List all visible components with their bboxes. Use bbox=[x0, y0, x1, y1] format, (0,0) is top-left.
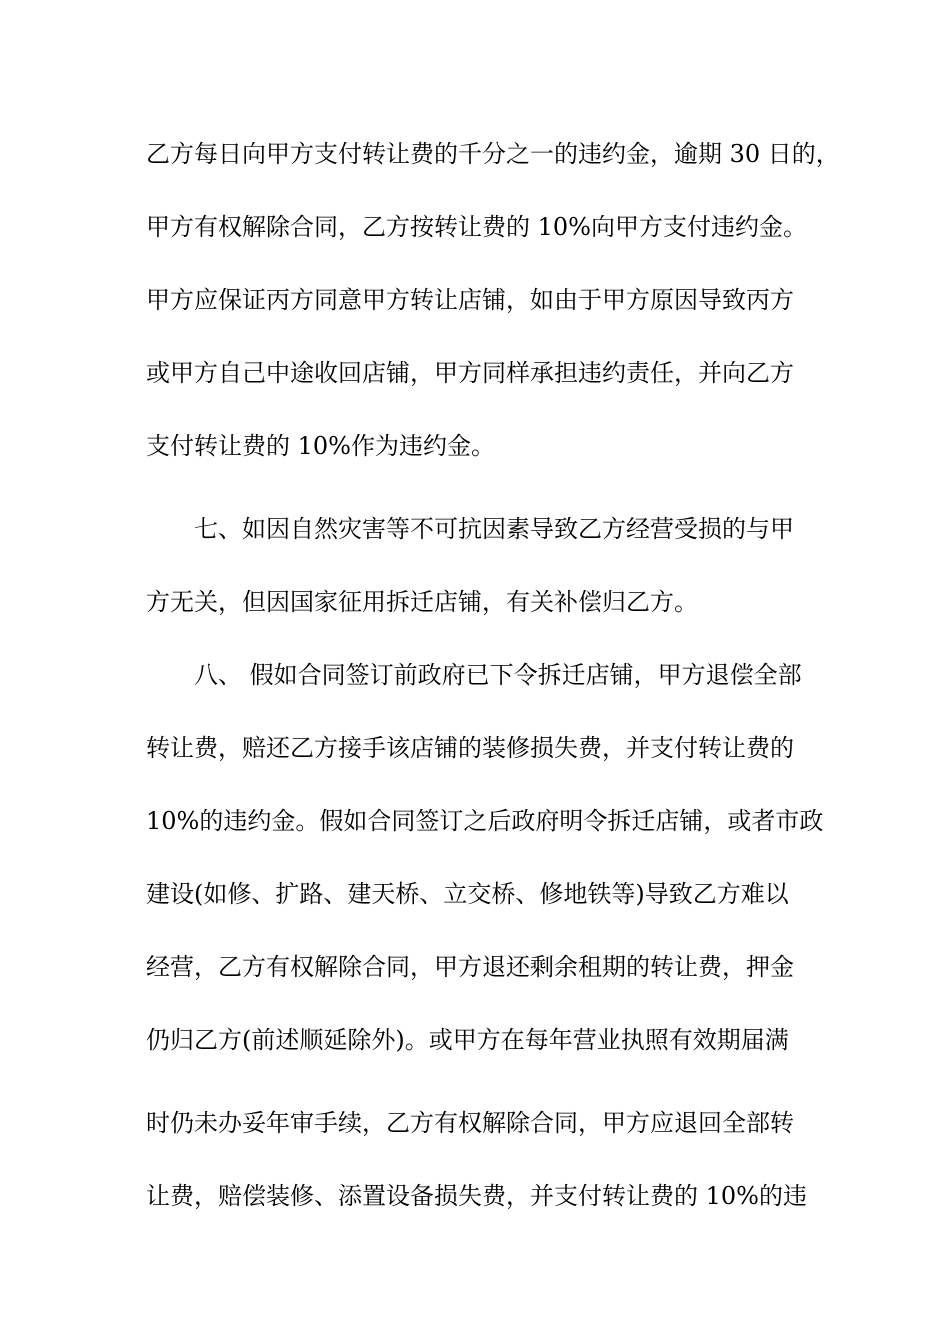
text-line: 甲方有权解除合同，乙方按转让费的 10%向甲方支付违约金。 bbox=[146, 213, 807, 241]
text-line: 经营，乙方有权解除合同，甲方退还剩余租期的转让费，押金 bbox=[146, 953, 794, 981]
clause-eight-start: 八、 假如合同签订前政府已下令拆迁店铺，甲方退偿全部 bbox=[194, 661, 802, 689]
text-line: 转让费，赔还乙方接手该店铺的装修损失费，并支付转让费的 bbox=[146, 734, 794, 762]
text-line: 仍归乙方(前述顺延除外)。或甲方在每年营业执照有效期届满 bbox=[146, 1026, 789, 1054]
text-line: 乙方每日向甲方支付转让费的千分之一的违约金，逾期 30 日的， bbox=[146, 140, 840, 168]
text-line: 10%的违约金。假如合同签订之后政府明令拆迁店铺，或者市政 bbox=[146, 807, 824, 835]
text-line: 甲方应保证丙方同意甲方转让店铺，如由于甲方原因导致丙方 bbox=[146, 286, 794, 314]
text-line: 时仍未办妥年审手续，乙方有权解除合同，甲方应退回全部转 bbox=[146, 1109, 794, 1137]
text-line: 支付转让费的 10%作为违约金。 bbox=[146, 432, 495, 460]
text-line: 方无关，但因国家征用拆迁店铺，有关补偿归乙方。 bbox=[146, 588, 698, 616]
text-line: 或甲方自己中途收回店铺，甲方同样承担违约责任，并向乙方 bbox=[146, 359, 794, 387]
text-line: 让费，赔偿装修、添置设备损失费，并支付转让费的 10%的违 bbox=[146, 1182, 807, 1210]
clause-seven-start: 七、如因自然灾害等不可抗因素导致乙方经营受损的与甲 bbox=[194, 515, 794, 543]
text-line: 建设(如修、扩路、建天桥、立交桥、修地铁等)导致乙方难以 bbox=[146, 880, 789, 908]
